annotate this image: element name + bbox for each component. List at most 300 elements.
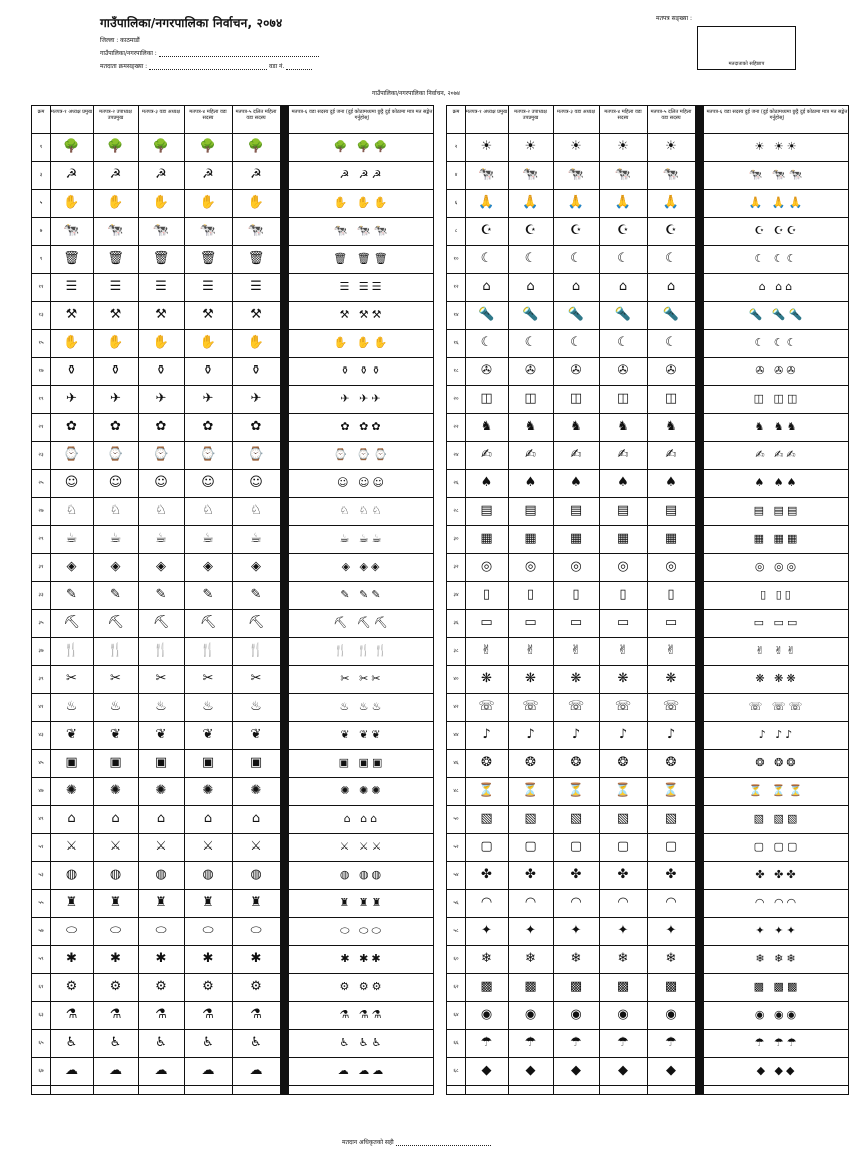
party-symbol-icon[interactable]: ⚙ bbox=[109, 979, 122, 994]
party-symbol-icon[interactable]: ✂ bbox=[202, 671, 214, 686]
party-symbol-icon[interactable]: ◠ bbox=[570, 895, 582, 910]
party-symbol-icon[interactable]: ▢ bbox=[480, 839, 493, 854]
party-symbol-icon[interactable]: ☏ bbox=[614, 699, 632, 714]
party-symbol-icon[interactable]: ✿ bbox=[155, 419, 167, 434]
party-symbol-icon[interactable]: ✈ bbox=[66, 391, 77, 406]
party-symbol-icon[interactable]: ▤ bbox=[616, 503, 630, 518]
party-symbol-icon[interactable]: ⚱ bbox=[250, 363, 262, 378]
party-symbol-icon[interactable]: ▢ bbox=[569, 839, 583, 854]
party-symbol-icon[interactable]: ✤ ✤✤ bbox=[755, 868, 799, 881]
party-symbol-icon[interactable]: ☾ ☾☾ bbox=[754, 252, 800, 265]
party-symbol-icon[interactable]: ☭ bbox=[65, 167, 78, 182]
party-symbol-icon[interactable]: ◆ ◆◆ bbox=[756, 1064, 798, 1077]
party-symbol-icon[interactable]: ✈ bbox=[250, 391, 262, 406]
party-symbol-icon[interactable]: ♪ ♪♪ bbox=[758, 728, 796, 741]
party-symbol-icon[interactable]: ◉ bbox=[480, 1007, 493, 1022]
party-symbol-icon[interactable]: ☁ ☁☁ bbox=[337, 1064, 387, 1077]
party-symbol-icon[interactable]: ☾ bbox=[617, 251, 629, 266]
party-symbol-icon[interactable]: ⏳ bbox=[567, 783, 585, 798]
party-symbol-icon[interactable]: ✋ bbox=[199, 335, 217, 350]
party-symbol-icon[interactable]: ✱ bbox=[110, 951, 121, 966]
party-symbol-icon[interactable]: ⌂ bbox=[111, 811, 120, 826]
party-symbol-icon[interactable]: ⚙ bbox=[202, 979, 214, 994]
party-symbol-icon[interactable]: ✤ bbox=[481, 867, 492, 882]
party-symbol-icon[interactable]: ☰ ☰☰ bbox=[339, 280, 385, 293]
party-symbol-icon[interactable]: 🌳 bbox=[152, 139, 170, 154]
party-symbol-icon[interactable]: ▤ bbox=[664, 503, 678, 518]
party-symbol-icon[interactable]: ✌ bbox=[525, 643, 536, 658]
party-symbol-icon[interactable]: ❋ bbox=[665, 671, 677, 686]
party-symbol-icon[interactable]: ◈ bbox=[66, 559, 77, 574]
party-symbol-icon[interactable]: ☰ bbox=[65, 279, 78, 294]
party-symbol-icon[interactable]: ✇ bbox=[481, 363, 492, 378]
party-symbol-icon[interactable]: ✎ ✎✎ bbox=[340, 588, 384, 601]
party-symbol-icon[interactable]: ✌ bbox=[481, 643, 492, 658]
party-symbol-icon[interactable]: ✦ bbox=[570, 923, 582, 938]
party-symbol-icon[interactable]: ◉ ◉◉ bbox=[754, 1008, 800, 1021]
party-symbol-icon[interactable]: ⏳ bbox=[522, 783, 539, 798]
party-symbol-icon[interactable]: 🐄 bbox=[614, 167, 632, 182]
party-symbol-icon[interactable]: ❄ bbox=[525, 951, 536, 966]
ward-blank[interactable] bbox=[286, 63, 312, 70]
party-symbol-icon[interactable]: ◠ ◠◠ bbox=[754, 896, 800, 909]
party-symbol-icon[interactable]: ✌ bbox=[665, 643, 677, 658]
party-symbol-icon[interactable]: ♪ bbox=[571, 727, 581, 742]
party-symbol-icon[interactable]: 🙏 🙏🙏 bbox=[748, 196, 806, 209]
party-symbol-icon[interactable]: ❦ ❦❦ bbox=[340, 728, 384, 741]
party-symbol-icon[interactable]: ⚔ bbox=[65, 839, 78, 854]
party-symbol-icon[interactable]: ♪ bbox=[482, 727, 491, 742]
party-symbol-icon[interactable]: ♪ bbox=[666, 727, 676, 742]
party-symbol-icon[interactable]: ✦ bbox=[617, 923, 629, 938]
party-symbol-icon[interactable]: ⚗ bbox=[202, 1007, 214, 1022]
party-symbol-icon[interactable]: ❦ bbox=[202, 727, 214, 742]
party-symbol-icon[interactable]: ▣ bbox=[249, 755, 263, 770]
party-symbol-icon[interactable]: ▦ bbox=[524, 531, 537, 546]
party-symbol-icon[interactable]: ✋ bbox=[247, 195, 265, 210]
party-symbol-icon[interactable]: ♞ ♞♞ bbox=[754, 420, 800, 433]
party-symbol-icon[interactable]: ▧ bbox=[664, 811, 678, 826]
party-symbol-icon[interactable]: ⚗ bbox=[109, 1007, 122, 1022]
party-symbol-icon[interactable]: ♘ bbox=[109, 503, 122, 518]
party-symbol-icon[interactable]: ❄ bbox=[481, 951, 492, 966]
party-symbol-icon[interactable]: ▭ bbox=[616, 615, 630, 630]
party-symbol-icon[interactable]: ▤ ▤▤ bbox=[753, 504, 801, 517]
party-symbol-icon[interactable]: ✎ bbox=[110, 587, 121, 602]
party-symbol-icon[interactable]: ♿ bbox=[65, 1035, 78, 1050]
party-symbol-icon[interactable]: ☂ ☂☂ bbox=[754, 1036, 800, 1049]
party-symbol-icon[interactable]: ✂ bbox=[110, 671, 121, 686]
party-symbol-icon[interactable]: ☏ bbox=[522, 699, 539, 714]
party-symbol-icon[interactable]: ✿ bbox=[202, 419, 214, 434]
party-symbol-icon[interactable]: ▯ bbox=[619, 587, 627, 602]
party-symbol-icon[interactable]: ☀ ☀☀ bbox=[754, 140, 800, 153]
party-symbol-icon[interactable]: ⏳ bbox=[478, 783, 495, 798]
party-symbol-icon[interactable]: ✋ ✋✋ bbox=[333, 196, 391, 209]
party-symbol-icon[interactable]: ✈ bbox=[110, 391, 121, 406]
party-symbol-icon[interactable]: ☀ bbox=[480, 139, 493, 154]
party-symbol-icon[interactable]: ✺ bbox=[110, 783, 121, 798]
party-symbol-icon[interactable]: ⚔ bbox=[202, 839, 214, 854]
party-symbol-icon[interactable]: 🔦 🔦🔦 bbox=[748, 308, 806, 321]
party-symbol-icon[interactable]: ✋ ✋✋ bbox=[333, 336, 391, 349]
party-symbol-icon[interactable]: ☪ bbox=[665, 223, 677, 238]
party-symbol-icon[interactable]: ☾ bbox=[617, 335, 629, 350]
party-symbol-icon[interactable]: ❄ ❄❄ bbox=[755, 952, 799, 965]
party-symbol-icon[interactable]: ⚔ bbox=[109, 839, 122, 854]
party-symbol-icon[interactable]: ✱ bbox=[66, 951, 77, 966]
party-symbol-icon[interactable]: ⬭ bbox=[202, 923, 214, 938]
party-symbol-icon[interactable]: ⛏ bbox=[63, 615, 80, 630]
party-symbol-icon[interactable]: ⚒ bbox=[65, 307, 78, 322]
party-symbol-icon[interactable]: ✋ bbox=[107, 195, 124, 210]
party-symbol-icon[interactable]: ▭ bbox=[569, 615, 583, 630]
party-symbol-icon[interactable]: ◠ bbox=[617, 895, 629, 910]
party-symbol-icon[interactable]: ◈ ◈◈ bbox=[341, 560, 383, 573]
party-symbol-icon[interactable]: ♞ bbox=[570, 419, 582, 434]
party-symbol-icon[interactable]: ❄ bbox=[570, 951, 582, 966]
party-symbol-icon[interactable]: ❂ bbox=[570, 755, 582, 770]
party-symbol-icon[interactable]: 🐄 bbox=[567, 167, 585, 182]
party-symbol-icon[interactable]: ▯ bbox=[667, 587, 675, 602]
party-symbol-icon[interactable]: ⛏ bbox=[199, 615, 217, 630]
party-symbol-icon[interactable]: ♘ bbox=[65, 503, 78, 518]
party-symbol-icon[interactable]: 🌳 bbox=[107, 139, 124, 154]
party-symbol-icon[interactable]: ☀ bbox=[665, 139, 677, 154]
party-symbol-icon[interactable]: ☂ bbox=[665, 1035, 677, 1050]
party-symbol-icon[interactable]: ☰ bbox=[109, 279, 122, 294]
party-symbol-icon[interactable]: ✱ ✱✱ bbox=[340, 952, 384, 965]
party-symbol-icon[interactable]: ◆ bbox=[481, 1063, 492, 1078]
party-symbol-icon[interactable]: ❂ bbox=[481, 755, 492, 770]
party-symbol-icon[interactable]: ⌂ bbox=[526, 279, 535, 294]
party-symbol-icon[interactable]: ⌂ ⌂⌂ bbox=[343, 812, 381, 825]
party-symbol-icon[interactable]: ◫ bbox=[664, 391, 678, 406]
party-symbol-icon[interactable]: 🗑 bbox=[199, 251, 217, 266]
party-symbol-icon[interactable]: ♿ bbox=[155, 1035, 167, 1050]
party-symbol-icon[interactable]: ⌚ bbox=[199, 447, 217, 462]
party-symbol-icon[interactable]: ☁ bbox=[249, 1063, 263, 1078]
party-symbol-icon[interactable]: 🍴 bbox=[247, 643, 265, 658]
party-symbol-icon[interactable]: ♘ bbox=[202, 503, 214, 518]
party-symbol-icon[interactable]: 🙏 bbox=[567, 195, 585, 210]
party-symbol-icon[interactable]: ⚔ bbox=[250, 839, 262, 854]
party-symbol-icon[interactable]: ◎ bbox=[665, 559, 677, 574]
party-symbol-icon[interactable]: ☂ bbox=[570, 1035, 582, 1050]
signature-box[interactable] bbox=[697, 26, 796, 70]
party-symbol-icon[interactable]: 🌳 bbox=[199, 139, 217, 154]
party-symbol-icon[interactable]: ♠ bbox=[524, 475, 537, 490]
party-symbol-icon[interactable]: ✍ bbox=[570, 447, 582, 462]
party-symbol-icon[interactable]: ✋ bbox=[63, 195, 80, 210]
party-symbol-icon[interactable]: ⌂ bbox=[67, 811, 76, 826]
party-symbol-icon[interactable]: 🙏 bbox=[522, 195, 539, 210]
party-symbol-icon[interactable]: ☾ bbox=[524, 335, 537, 350]
party-symbol-icon[interactable]: ♞ bbox=[480, 419, 493, 434]
party-symbol-icon[interactable]: ♨ bbox=[109, 699, 122, 714]
party-symbol-icon[interactable]: ✌ ✌✌ bbox=[755, 644, 799, 657]
party-symbol-icon[interactable]: ▦ ▦▦ bbox=[753, 532, 801, 545]
party-symbol-icon[interactable]: ☾ bbox=[570, 251, 582, 266]
party-symbol-icon[interactable]: ☕ bbox=[109, 531, 122, 546]
party-symbol-icon[interactable]: 🙏 bbox=[478, 195, 495, 210]
party-symbol-icon[interactable]: ✋ bbox=[107, 335, 124, 350]
party-symbol-icon[interactable]: ☕ bbox=[250, 531, 262, 546]
party-symbol-icon[interactable]: 🗑 🗑🗑 bbox=[333, 252, 391, 265]
party-symbol-icon[interactable]: ♠ ♠♠ bbox=[754, 476, 800, 489]
party-symbol-icon[interactable]: ✇ bbox=[525, 363, 536, 378]
party-symbol-icon[interactable]: ✇ bbox=[570, 363, 582, 378]
party-symbol-icon[interactable]: ✇ bbox=[617, 363, 629, 378]
party-symbol-icon[interactable]: ▯ bbox=[482, 587, 491, 602]
party-symbol-icon[interactable]: ✎ bbox=[250, 587, 262, 602]
party-symbol-icon[interactable]: ⌂ bbox=[666, 279, 676, 294]
party-symbol-icon[interactable]: ✍ bbox=[481, 447, 492, 462]
party-symbol-icon[interactable]: 🍴 bbox=[199, 643, 217, 658]
party-symbol-icon[interactable]: 🐄 bbox=[63, 223, 80, 238]
party-symbol-icon[interactable]: ▩ bbox=[480, 979, 493, 994]
party-symbol-icon[interactable]: ☺ bbox=[64, 475, 79, 490]
party-symbol-icon[interactable]: ⌚ bbox=[152, 447, 170, 462]
party-symbol-icon[interactable]: ⛏ bbox=[247, 615, 265, 630]
party-symbol-icon[interactable]: ✋ bbox=[152, 335, 170, 350]
party-symbol-icon[interactable]: ⏳ ⏳⏳ bbox=[748, 784, 806, 797]
party-symbol-icon[interactable]: ▢ bbox=[524, 839, 537, 854]
party-symbol-icon[interactable]: 🐄 🐄🐄 bbox=[748, 168, 806, 181]
party-symbol-icon[interactable]: ☁ bbox=[65, 1063, 78, 1078]
party-symbol-icon[interactable]: ☾ bbox=[570, 335, 582, 350]
party-symbol-icon[interactable]: ❦ bbox=[66, 727, 77, 742]
party-symbol-icon[interactable]: 🐄 bbox=[478, 167, 495, 182]
party-symbol-icon[interactable]: ▢ bbox=[664, 839, 678, 854]
party-symbol-icon[interactable]: 🗑 bbox=[107, 251, 124, 266]
party-symbol-icon[interactable]: ❂ bbox=[525, 755, 536, 770]
party-symbol-icon[interactable]: ⚙ bbox=[250, 979, 262, 994]
party-symbol-icon[interactable]: ✺ bbox=[66, 783, 77, 798]
party-symbol-icon[interactable]: ♜ bbox=[109, 895, 122, 910]
party-symbol-icon[interactable]: ♜ bbox=[155, 895, 167, 910]
party-symbol-icon[interactable]: 🌳 🌳🌳 bbox=[333, 140, 391, 153]
party-symbol-icon[interactable]: ◎ bbox=[617, 559, 629, 574]
party-symbol-icon[interactable]: ☭ ☭☭ bbox=[339, 168, 385, 181]
party-symbol-icon[interactable]: ⌚ bbox=[247, 447, 265, 462]
party-symbol-icon[interactable]: ◉ bbox=[617, 1007, 629, 1022]
party-symbol-icon[interactable]: ✌ bbox=[570, 643, 582, 658]
party-symbol-icon[interactable]: ▭ bbox=[524, 615, 537, 630]
party-symbol-icon[interactable]: ⌂ bbox=[571, 279, 581, 294]
party-symbol-icon[interactable]: ♞ bbox=[524, 419, 537, 434]
party-symbol-icon[interactable]: ♿ bbox=[250, 1035, 262, 1050]
party-symbol-icon[interactable]: 🐄 bbox=[107, 223, 124, 238]
party-symbol-icon[interactable]: ◉ bbox=[570, 1007, 582, 1022]
party-symbol-icon[interactable]: ✿ bbox=[110, 419, 121, 434]
party-symbol-icon[interactable]: 🐄 bbox=[662, 167, 680, 182]
party-symbol-icon[interactable]: ☰ bbox=[250, 279, 262, 294]
party-symbol-icon[interactable]: ♿ bbox=[109, 1035, 122, 1050]
party-symbol-icon[interactable]: ♞ bbox=[617, 419, 629, 434]
party-symbol-icon[interactable]: ❂ bbox=[665, 755, 677, 770]
party-symbol-icon[interactable]: ✱ bbox=[250, 951, 262, 966]
party-symbol-icon[interactable]: ⚗ bbox=[250, 1007, 262, 1022]
party-symbol-icon[interactable]: ▦ bbox=[664, 531, 678, 546]
party-symbol-icon[interactable]: 🍴 bbox=[63, 643, 80, 658]
party-symbol-icon[interactable]: 🗑 bbox=[152, 251, 170, 266]
party-symbol-icon[interactable]: ☏ ☏☏ bbox=[748, 700, 806, 713]
party-symbol-icon[interactable]: ♘ bbox=[250, 503, 262, 518]
party-symbol-icon[interactable]: ▧ bbox=[480, 811, 493, 826]
party-symbol-icon[interactable]: ✈ ✈✈ bbox=[340, 392, 384, 405]
party-symbol-icon[interactable]: ☾ bbox=[665, 335, 677, 350]
officer-signature-blank[interactable] bbox=[396, 1139, 491, 1146]
party-symbol-icon[interactable]: ♿ ♿♿ bbox=[339, 1036, 385, 1049]
party-symbol-icon[interactable]: ⏳ bbox=[614, 783, 632, 798]
party-symbol-icon[interactable]: ✱ bbox=[155, 951, 167, 966]
party-symbol-icon[interactable]: ♿ bbox=[202, 1035, 214, 1050]
party-symbol-icon[interactable]: 🌳 bbox=[63, 139, 80, 154]
party-symbol-icon[interactable]: ☪ ☪☪ bbox=[754, 224, 800, 237]
party-symbol-icon[interactable]: ☕ bbox=[65, 531, 78, 546]
party-symbol-icon[interactable]: ⚱ bbox=[155, 363, 167, 378]
party-symbol-icon[interactable]: 🐄 bbox=[199, 223, 217, 238]
party-symbol-icon[interactable]: ▣ bbox=[154, 755, 168, 770]
party-symbol-icon[interactable]: ⚗ bbox=[65, 1007, 78, 1022]
party-symbol-icon[interactable]: ❦ bbox=[110, 727, 121, 742]
party-symbol-icon[interactable]: 🐄 bbox=[247, 223, 265, 238]
party-symbol-icon[interactable]: ⬭ ⬭⬭ bbox=[340, 924, 384, 937]
party-symbol-icon[interactable]: ☀ bbox=[570, 139, 582, 154]
party-symbol-icon[interactable]: ⚔ ⚔⚔ bbox=[339, 840, 385, 853]
party-symbol-icon[interactable]: ♜ bbox=[250, 895, 262, 910]
party-symbol-icon[interactable]: 🔦 bbox=[478, 307, 495, 322]
party-symbol-icon[interactable]: ❦ bbox=[155, 727, 167, 742]
party-symbol-icon[interactable]: ⚙ bbox=[155, 979, 167, 994]
party-symbol-icon[interactable]: ☕ bbox=[155, 531, 167, 546]
party-symbol-icon[interactable]: ☾ bbox=[480, 251, 493, 266]
party-symbol-icon[interactable]: ◍ bbox=[109, 867, 122, 882]
party-symbol-icon[interactable]: ◍ bbox=[202, 867, 214, 882]
party-symbol-icon[interactable]: ♪ bbox=[526, 727, 535, 742]
party-symbol-icon[interactable]: ❋ bbox=[570, 671, 582, 686]
party-symbol-icon[interactable]: 🙏 bbox=[614, 195, 632, 210]
party-symbol-icon[interactable]: ⏳ bbox=[662, 783, 680, 798]
party-symbol-icon[interactable]: ▧ bbox=[524, 811, 537, 826]
party-symbol-icon[interactable]: ◫ bbox=[616, 391, 630, 406]
party-symbol-icon[interactable]: ❦ bbox=[250, 727, 262, 742]
party-symbol-icon[interactable]: ☪ bbox=[617, 223, 629, 238]
party-symbol-icon[interactable]: ✦ ✦✦ bbox=[755, 924, 799, 937]
party-symbol-icon[interactable]: ⌚ bbox=[63, 447, 80, 462]
party-symbol-icon[interactable]: ♘ bbox=[155, 503, 167, 518]
party-symbol-icon[interactable]: ⛏ ⛏⛏ bbox=[333, 616, 391, 629]
party-symbol-icon[interactable]: 🗑 bbox=[247, 251, 265, 266]
party-symbol-icon[interactable]: ☪ bbox=[570, 223, 582, 238]
party-symbol-icon[interactable]: ▩ bbox=[524, 979, 537, 994]
party-symbol-icon[interactable]: ▩ ▩▩ bbox=[753, 980, 801, 993]
party-symbol-icon[interactable]: ♨ bbox=[155, 699, 167, 714]
party-symbol-icon[interactable]: 🗑 bbox=[63, 251, 80, 266]
party-symbol-icon[interactable]: ♨ ♨♨ bbox=[339, 700, 385, 713]
party-symbol-icon[interactable]: ♜ ♜♜ bbox=[339, 896, 385, 909]
party-symbol-icon[interactable]: ◠ bbox=[480, 895, 493, 910]
party-symbol-icon[interactable]: ✺ bbox=[250, 783, 262, 798]
party-symbol-icon[interactable]: ▩ bbox=[569, 979, 583, 994]
party-symbol-icon[interactable]: ⌚ ⌚⌚ bbox=[333, 448, 391, 461]
party-symbol-icon[interactable]: ☕ ☕☕ bbox=[339, 532, 385, 545]
party-symbol-icon[interactable]: ✿ ✿✿ bbox=[340, 420, 384, 433]
party-symbol-icon[interactable]: ▯ ▯▯ bbox=[760, 588, 794, 601]
party-symbol-icon[interactable]: ❋ bbox=[617, 671, 629, 686]
party-symbol-icon[interactable]: ⌂ bbox=[203, 811, 213, 826]
party-symbol-icon[interactable]: ☀ bbox=[617, 139, 629, 154]
party-symbol-icon[interactable]: ☂ bbox=[617, 1035, 629, 1050]
voter-blank[interactable] bbox=[149, 63, 267, 70]
party-symbol-icon[interactable]: ◆ bbox=[618, 1063, 628, 1078]
party-symbol-icon[interactable]: ♠ bbox=[570, 475, 582, 490]
party-symbol-icon[interactable]: ▯ bbox=[572, 587, 580, 602]
party-symbol-icon[interactable]: ✂ bbox=[250, 671, 262, 686]
party-symbol-icon[interactable]: ✋ bbox=[247, 335, 265, 350]
party-symbol-icon[interactable]: ☏ bbox=[662, 699, 680, 714]
party-symbol-icon[interactable]: ▢ bbox=[616, 839, 630, 854]
party-symbol-icon[interactable]: ☪ bbox=[524, 223, 537, 238]
party-symbol-icon[interactable]: ◫ bbox=[480, 391, 493, 406]
party-symbol-icon[interactable]: 🔦 bbox=[614, 307, 632, 322]
party-symbol-icon[interactable]: ⚗ ⚗⚗ bbox=[339, 1008, 385, 1021]
party-symbol-icon[interactable]: ◉ bbox=[665, 1007, 677, 1022]
party-symbol-icon[interactable]: ♨ bbox=[250, 699, 262, 714]
party-symbol-icon[interactable]: ⚒ bbox=[250, 307, 262, 322]
party-symbol-icon[interactable]: 🐄 bbox=[522, 167, 539, 182]
party-symbol-icon[interactable]: ◍ bbox=[250, 867, 262, 882]
party-symbol-icon[interactable]: ◈ bbox=[203, 559, 213, 574]
party-symbol-icon[interactable]: ✍ bbox=[525, 447, 536, 462]
party-symbol-icon[interactable]: ✂ bbox=[155, 671, 167, 686]
party-symbol-icon[interactable]: ⌂ bbox=[251, 811, 261, 826]
party-symbol-icon[interactable]: ☺ bbox=[201, 475, 215, 490]
party-symbol-icon[interactable]: ♞ bbox=[665, 419, 677, 434]
party-symbol-icon[interactable]: ❋ bbox=[481, 671, 492, 686]
party-symbol-icon[interactable]: ▣ bbox=[65, 755, 78, 770]
party-symbol-icon[interactable]: ✤ bbox=[570, 867, 582, 882]
party-symbol-icon[interactable]: ◎ bbox=[480, 559, 493, 574]
party-symbol-icon[interactable]: ♨ bbox=[202, 699, 214, 714]
party-symbol-icon[interactable]: 🐄 🐄🐄 bbox=[333, 224, 391, 237]
party-symbol-icon[interactable]: ❄ bbox=[665, 951, 677, 966]
party-symbol-icon[interactable]: ☾ bbox=[665, 251, 677, 266]
party-symbol-icon[interactable]: ⬭ bbox=[155, 923, 167, 938]
party-symbol-icon[interactable]: ⚔ bbox=[155, 839, 167, 854]
party-symbol-icon[interactable]: ⚒ ⚒⚒ bbox=[339, 308, 385, 321]
party-symbol-icon[interactable]: ☂ bbox=[480, 1035, 493, 1050]
party-symbol-icon[interactable]: ▩ bbox=[616, 979, 630, 994]
party-symbol-icon[interactable]: ✋ bbox=[152, 195, 170, 210]
party-symbol-icon[interactable]: ▤ bbox=[524, 503, 537, 518]
party-symbol-icon[interactable]: ◉ bbox=[524, 1007, 537, 1022]
party-symbol-icon[interactable]: ☏ bbox=[478, 699, 495, 714]
party-symbol-icon[interactable]: 🌳 bbox=[247, 139, 265, 154]
party-symbol-icon[interactable]: ☁ bbox=[201, 1063, 215, 1078]
party-symbol-icon[interactable]: ▭ bbox=[664, 615, 678, 630]
party-symbol-icon[interactable]: ◫ ◫◫ bbox=[753, 392, 801, 405]
party-symbol-icon[interactable]: ♪ bbox=[618, 727, 628, 742]
party-symbol-icon[interactable]: ◫ bbox=[569, 391, 583, 406]
party-symbol-icon[interactable]: ♠ bbox=[480, 475, 493, 490]
party-symbol-icon[interactable]: ✿ bbox=[250, 419, 262, 434]
party-symbol-icon[interactable]: ▦ bbox=[480, 531, 493, 546]
party-symbol-icon[interactable]: ▯ bbox=[526, 587, 535, 602]
party-symbol-icon[interactable]: ✦ bbox=[525, 923, 536, 938]
party-symbol-icon[interactable]: ▩ bbox=[664, 979, 678, 994]
